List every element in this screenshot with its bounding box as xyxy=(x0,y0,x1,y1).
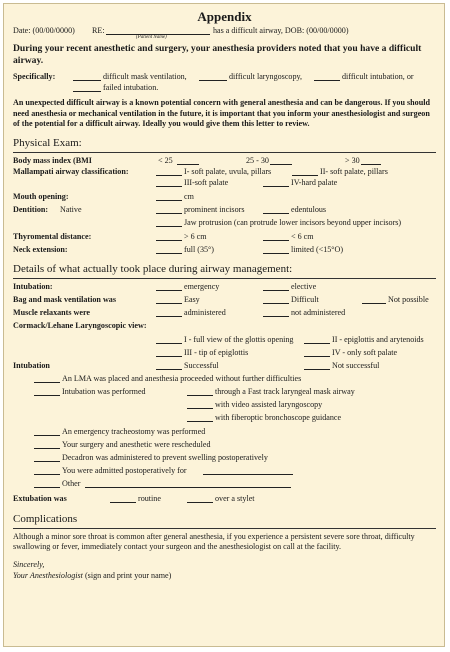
mallampati-label: Mallampati airway classification: xyxy=(13,166,129,176)
blank[interactable] xyxy=(263,245,289,254)
blank[interactable] xyxy=(187,413,213,422)
blank[interactable] xyxy=(187,387,213,396)
intubation-performed-row xyxy=(13,387,436,398)
patient-name-caption: (Patient Name) xyxy=(136,35,167,40)
extubation-row xyxy=(13,494,436,505)
complications-heading: Complications xyxy=(13,513,436,529)
dentition-row-2 xyxy=(13,218,436,229)
re-label: RE: xyxy=(92,26,105,35)
difficult-airway-text: has a difficult airway, DOB: (00/00/0000) xyxy=(213,26,349,35)
extubation-over-stylet: over a stylet xyxy=(215,493,255,503)
intubation-label: Intubation: xyxy=(13,281,53,291)
option-failed-intubation: failed intubation. xyxy=(103,83,159,92)
bmi-25-30: 25 - 30 xyxy=(246,155,269,165)
specifically-label: Specifically: xyxy=(13,72,56,81)
cormack-label: Cormack/Lehane Laryngoscopic view: xyxy=(13,320,147,330)
cormack-grade-3: III - tip of epiglottis xyxy=(184,347,249,357)
neck-extension-row xyxy=(13,245,436,256)
blank[interactable] xyxy=(263,178,289,187)
thyromental-over-6: > 6 cm xyxy=(184,231,207,241)
option-intubation: difficult intubation, or xyxy=(342,72,414,81)
blank[interactable] xyxy=(304,335,330,344)
signature-line xyxy=(13,571,436,582)
blank[interactable] xyxy=(156,167,182,176)
cormack-grade-2: II - epiglottis and arytenoids xyxy=(332,334,424,344)
blank[interactable] xyxy=(156,282,182,291)
cormack-grade-1: I - full view of the glottis opening xyxy=(184,334,294,344)
decadron-row xyxy=(13,453,436,464)
blank[interactable] xyxy=(292,167,318,176)
extubation-label: Extubation was xyxy=(13,493,67,503)
mallampati-row-2 xyxy=(13,178,436,189)
blank[interactable] xyxy=(34,466,60,475)
admitted-reason-blank[interactable] xyxy=(203,466,293,475)
blank[interactable] xyxy=(156,218,182,227)
patient-name-blank[interactable] xyxy=(106,26,210,35)
intubation-type-row xyxy=(13,282,436,293)
blank[interactable] xyxy=(34,427,60,436)
blank[interactable] xyxy=(361,156,381,165)
blank[interactable] xyxy=(156,192,182,201)
intubation-elective: elective xyxy=(291,281,317,291)
specifically-row-2 xyxy=(13,83,436,94)
date-label: Date: (00/00/0000) xyxy=(13,26,75,35)
bag-mask-not-possible: Not possible xyxy=(388,294,429,304)
dentition-label: Dentition: xyxy=(13,204,49,214)
tracheostomy-row xyxy=(13,427,436,438)
lma-text: An LMA was placed and anesthesia proceeded without further difficulties xyxy=(62,373,302,383)
blank[interactable] xyxy=(304,348,330,357)
blank[interactable] xyxy=(156,232,182,241)
blank[interactable] xyxy=(34,374,60,383)
bmi-row xyxy=(13,156,436,167)
blank[interactable] xyxy=(187,400,213,409)
through-fiberoptic: with fiberoptic bronchoscope guidance xyxy=(215,412,342,422)
bmi-under-25: < 25 xyxy=(158,155,173,165)
relaxants-not-administered: not administered xyxy=(291,307,346,317)
bmi-over-30: > 30 xyxy=(345,155,360,165)
bmi-label: Body mass index (BMI xyxy=(13,155,92,165)
admitted-row xyxy=(13,466,436,477)
header-line xyxy=(13,26,436,40)
cormack-grade-4: IV - only soft palate xyxy=(332,347,398,357)
video-row xyxy=(13,400,436,411)
blank[interactable] xyxy=(199,72,227,81)
bag-mask-difficult: Difficult xyxy=(291,294,319,304)
blank[interactable] xyxy=(263,232,289,241)
specifically-row xyxy=(13,72,436,83)
intubation-successful: Successful xyxy=(184,360,219,370)
blank[interactable] xyxy=(263,295,289,304)
cormack-label-row xyxy=(13,321,436,332)
fiberoptic-row xyxy=(13,413,436,424)
blank[interactable] xyxy=(156,205,182,214)
blank[interactable] xyxy=(263,282,289,291)
relaxants-administered: administered xyxy=(184,307,226,317)
extubation-routine: routine xyxy=(138,493,161,503)
page-title: Appendix xyxy=(197,9,252,24)
mouth-opening-unit: cm xyxy=(184,191,194,201)
option-laryngoscopy: difficult laryngoscopy, xyxy=(229,72,303,81)
decadron-text: Decadron was administered to prevent swelling postoperatively xyxy=(62,452,268,462)
blank[interactable] xyxy=(314,72,340,81)
intro-paragraph: During your recent anesthetic and surgery, your anesthesia providers noted that you have a difficult airway. xyxy=(13,43,422,66)
dentition-prominent-incisors: prominent incisors xyxy=(184,204,245,214)
lma-row xyxy=(13,374,436,385)
blank[interactable] xyxy=(156,348,182,357)
thyromental-label: Thyromental distance: xyxy=(13,231,92,241)
mallampati-class-3: III-soft palate xyxy=(184,177,229,187)
blank[interactable] xyxy=(156,361,182,370)
signature-text: Your Anesthesiologist xyxy=(13,571,83,580)
other-blank[interactable] xyxy=(85,479,291,488)
intubation-not-successful: Not successful xyxy=(332,360,380,370)
intubation-performed-text: Intubation was performed xyxy=(62,386,146,396)
bag-mask-easy: Easy xyxy=(184,294,200,304)
appendix-form xyxy=(3,3,445,647)
bag-mask-row xyxy=(13,295,436,306)
blank[interactable] xyxy=(34,479,60,488)
complications-text: Although a minor sore throat is common after general anesthesia, if you experience a persistent severe sore throat, difficulty swallowing or fever, immediately contact your surgeon and the anesthesiologist on call at the facility. xyxy=(13,531,415,551)
mallampati-class-2: II- soft palate, pillars xyxy=(320,166,388,176)
dentition-native: Native xyxy=(60,204,82,214)
blank[interactable] xyxy=(73,72,101,81)
intubation-result-label: Intubation xyxy=(13,360,50,370)
blank[interactable] xyxy=(263,205,289,214)
thyromental-row xyxy=(13,232,436,243)
blank[interactable] xyxy=(362,295,386,304)
cormack-row-1 xyxy=(13,335,436,346)
neck-extension-label: Neck extension: xyxy=(13,244,68,254)
mallampati-class-1: I- soft palate, uvula, pillars xyxy=(184,166,272,176)
blank[interactable] xyxy=(156,295,182,304)
relaxants-label: Muscle relaxants were xyxy=(13,307,91,317)
sincerely-text: Sincerely, xyxy=(13,559,45,569)
blank[interactable] xyxy=(73,83,101,92)
neck-limited: limited (<15°O) xyxy=(291,244,344,254)
blank[interactable] xyxy=(304,361,330,370)
mouth-opening-label: Mouth opening: xyxy=(13,191,69,201)
blank[interactable] xyxy=(156,335,182,344)
neck-full: full (35°) xyxy=(184,244,214,254)
blank[interactable] xyxy=(270,156,292,165)
blank[interactable] xyxy=(34,387,60,396)
through-video: with video assisted laryngoscopy xyxy=(215,399,323,409)
explanation-paragraph: An unexpected difficult airway is a known potential concern with general anesthesia and can be dangerous. If you should need anesthesia or mechanical ventilation in the future, it is important that you inform your anesthesiologist and surgeon of the potential for a difficult airway. Ideally you would give them this letter to review. xyxy=(13,98,430,128)
blank[interactable] xyxy=(110,494,136,503)
other-text: Other xyxy=(62,478,81,488)
dentition-edentulous: edentulous xyxy=(291,204,327,214)
through-fast-track: through a Fast track laryngeal mask airway xyxy=(215,386,355,396)
mallampati-class-4: IV-hard palate xyxy=(291,177,338,187)
option-mask-ventilation: difficult mask ventilation, xyxy=(103,72,187,81)
sign-note: (sign and print your name) xyxy=(84,571,172,580)
mallampati-row xyxy=(13,167,436,178)
blank[interactable] xyxy=(34,453,60,462)
blank[interactable] xyxy=(177,156,199,165)
intubation-emergency: emergency xyxy=(184,281,220,291)
relaxants-row xyxy=(13,308,436,319)
mouth-opening-row xyxy=(13,192,436,203)
bag-mask-label: Bag and mask ventilation was xyxy=(13,294,116,304)
dentition-jaw-protrusion: Jaw protrusion (can protrude lower incisors beyond upper incisors) xyxy=(184,217,402,227)
blank[interactable] xyxy=(156,245,182,254)
intubation-result-row xyxy=(13,361,436,372)
blank[interactable] xyxy=(156,178,182,187)
admitted-text: You were admitted postoperatively for xyxy=(62,465,187,475)
rescheduled-text: Your surgery and anesthetic were rescheduled xyxy=(62,439,211,449)
rescheduled-row xyxy=(13,440,436,451)
blank[interactable] xyxy=(263,308,289,317)
cormack-row-2 xyxy=(13,348,436,359)
thyromental-under-6: < 6 cm xyxy=(291,231,314,241)
other-row xyxy=(13,479,436,490)
blank[interactable] xyxy=(187,494,213,503)
blank[interactable] xyxy=(34,440,60,449)
physical-exam-heading: Physical Exam: xyxy=(13,137,436,153)
blank[interactable] xyxy=(156,308,182,317)
tracheostomy-text: An emergency tracheostomy was performed xyxy=(62,426,206,436)
details-heading: Details of what actually took place during airway management: xyxy=(13,263,436,279)
dentition-row xyxy=(13,205,436,216)
